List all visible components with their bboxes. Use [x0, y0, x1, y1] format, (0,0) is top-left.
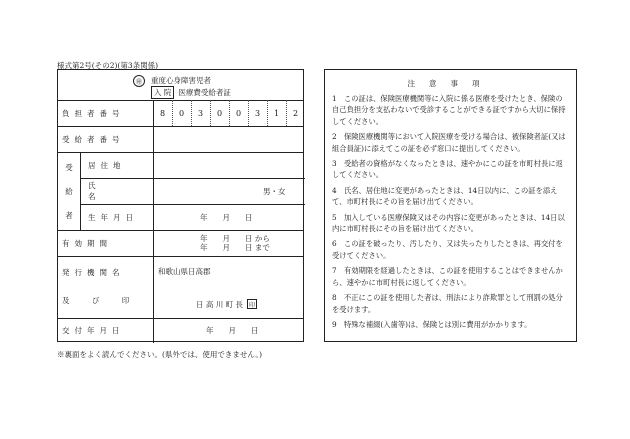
digit-separator: [248, 100, 249, 126]
notice-item: 3 受給者の資格がなくなったときは、速やかにこの証を市町村長に返してください。: [332, 159, 563, 180]
payer-digit: 3: [197, 108, 204, 118]
dob-label: 生年月日: [88, 212, 138, 222]
payer-digit: 1: [273, 108, 280, 118]
recipient-number-label: 受給者番号: [62, 134, 125, 144]
payer-digit: 0: [216, 108, 223, 118]
payer-digit: 3: [254, 108, 261, 118]
payer-digit: 0: [235, 108, 242, 118]
notice-item: 6 この証を破ったり、汚したり、又は失ったりしたときは、再交付を受けてください。: [332, 239, 563, 260]
title-line-2: [151, 86, 231, 99]
notice-item: 5 加入している医療保険又はその内容に変更があったときは、14日以内に市町村長にその旨を届け出てください。: [332, 212, 565, 234]
address-label: 居住地: [88, 160, 126, 170]
notice-item: 7 有効期限を経過したときは、この証を使用することはできませんから、速やかに市町村長に返してください。: [332, 266, 563, 287]
digit-separator: [286, 100, 287, 126]
official-seal-icon: 印: [247, 299, 257, 309]
payer-digit: 8: [159, 108, 166, 118]
inpatient-box: 入 院: [151, 86, 174, 99]
digit-separator: [191, 100, 192, 126]
recipient-group-char-2: 給: [65, 187, 73, 196]
issue-date-label: 交付年月日: [62, 326, 125, 335]
title-line-2-rest: 医療費受給者証: [178, 88, 231, 97]
name-label: [88, 178, 152, 204]
group-divider: [80, 152, 81, 230]
notice-item: 2 保険医療機関等において入院医療を受ける場合は、被保険者証(又は組合員証)に添えてこの証を必ず窓口に提出してください。: [332, 132, 566, 153]
validity-to: 年 月 日 まで: [200, 243, 270, 252]
issuer-name: 和歌山県日高郡: [158, 266, 211, 276]
payer-number-label: 負担者番号: [62, 108, 125, 118]
name-label-text: 氏名: [88, 181, 120, 201]
form-number-label: 様式第2号(その2)(第3条関係): [57, 61, 159, 70]
notice-item: 4 氏名、居住地に変更があったときは、14日以内に、この証を添えて、市町村長にその旨を届け出てください。: [332, 185, 558, 207]
notice-item: 8 不正にこの証を使用した者は、刑法により詐欺罪として刑罰の処分を受けます。: [332, 293, 563, 314]
recipient-group-char-1: 受: [65, 163, 73, 172]
dob-value: 年 月 日: [200, 212, 253, 222]
validity-from: 年 月 日 から: [200, 234, 270, 243]
label-divider: [153, 152, 154, 343]
validity-period: [200, 234, 270, 252]
title-line-1: 重度心身障害児者: [151, 76, 211, 85]
issuer-label-2: 及 び 印: [62, 295, 140, 305]
digit-separator: [210, 100, 211, 126]
digit-separator: [229, 100, 230, 126]
payer-digit: 2: [292, 108, 299, 118]
recipient-certificate-card: [57, 69, 304, 342]
recipient-group-label: [62, 156, 76, 228]
notice-item: 1 この証は、保険医療機関等に入院に係る医療を受けたとき、保険の自己負担分を支払わないで受診することができる証ですから大切に保持してください。: [332, 94, 566, 126]
digit-separator: [172, 100, 173, 126]
notice-title: 注意事項: [407, 79, 494, 88]
notice-panel: [324, 69, 577, 342]
row-divider: [58, 256, 303, 257]
notice-item: 9 特殊な補綴(入歯等)は、保険とは別に費用がかかります。: [332, 319, 532, 329]
issue-date-value: 年 月 日: [206, 326, 259, 335]
footnote: ※裏面をよく読んでください。(県外では、使用できません。): [57, 350, 263, 359]
issuer-mayor-line: [196, 297, 257, 311]
digit-separator: [267, 100, 268, 126]
validity-label: 有効期間: [62, 238, 112, 248]
notice-list: [332, 93, 569, 330]
gender-selector: 男・女: [263, 186, 286, 196]
issuer-label-1: 発行機関名: [62, 267, 125, 277]
issuer-mayor: 日 高 川 町 長: [196, 299, 244, 309]
payer-digit: 0: [178, 108, 185, 118]
payer-number-digits: [153, 100, 305, 126]
recipient-group-char-3: 者: [65, 211, 73, 220]
seal-mark-icon: ㊙: [133, 75, 145, 87]
